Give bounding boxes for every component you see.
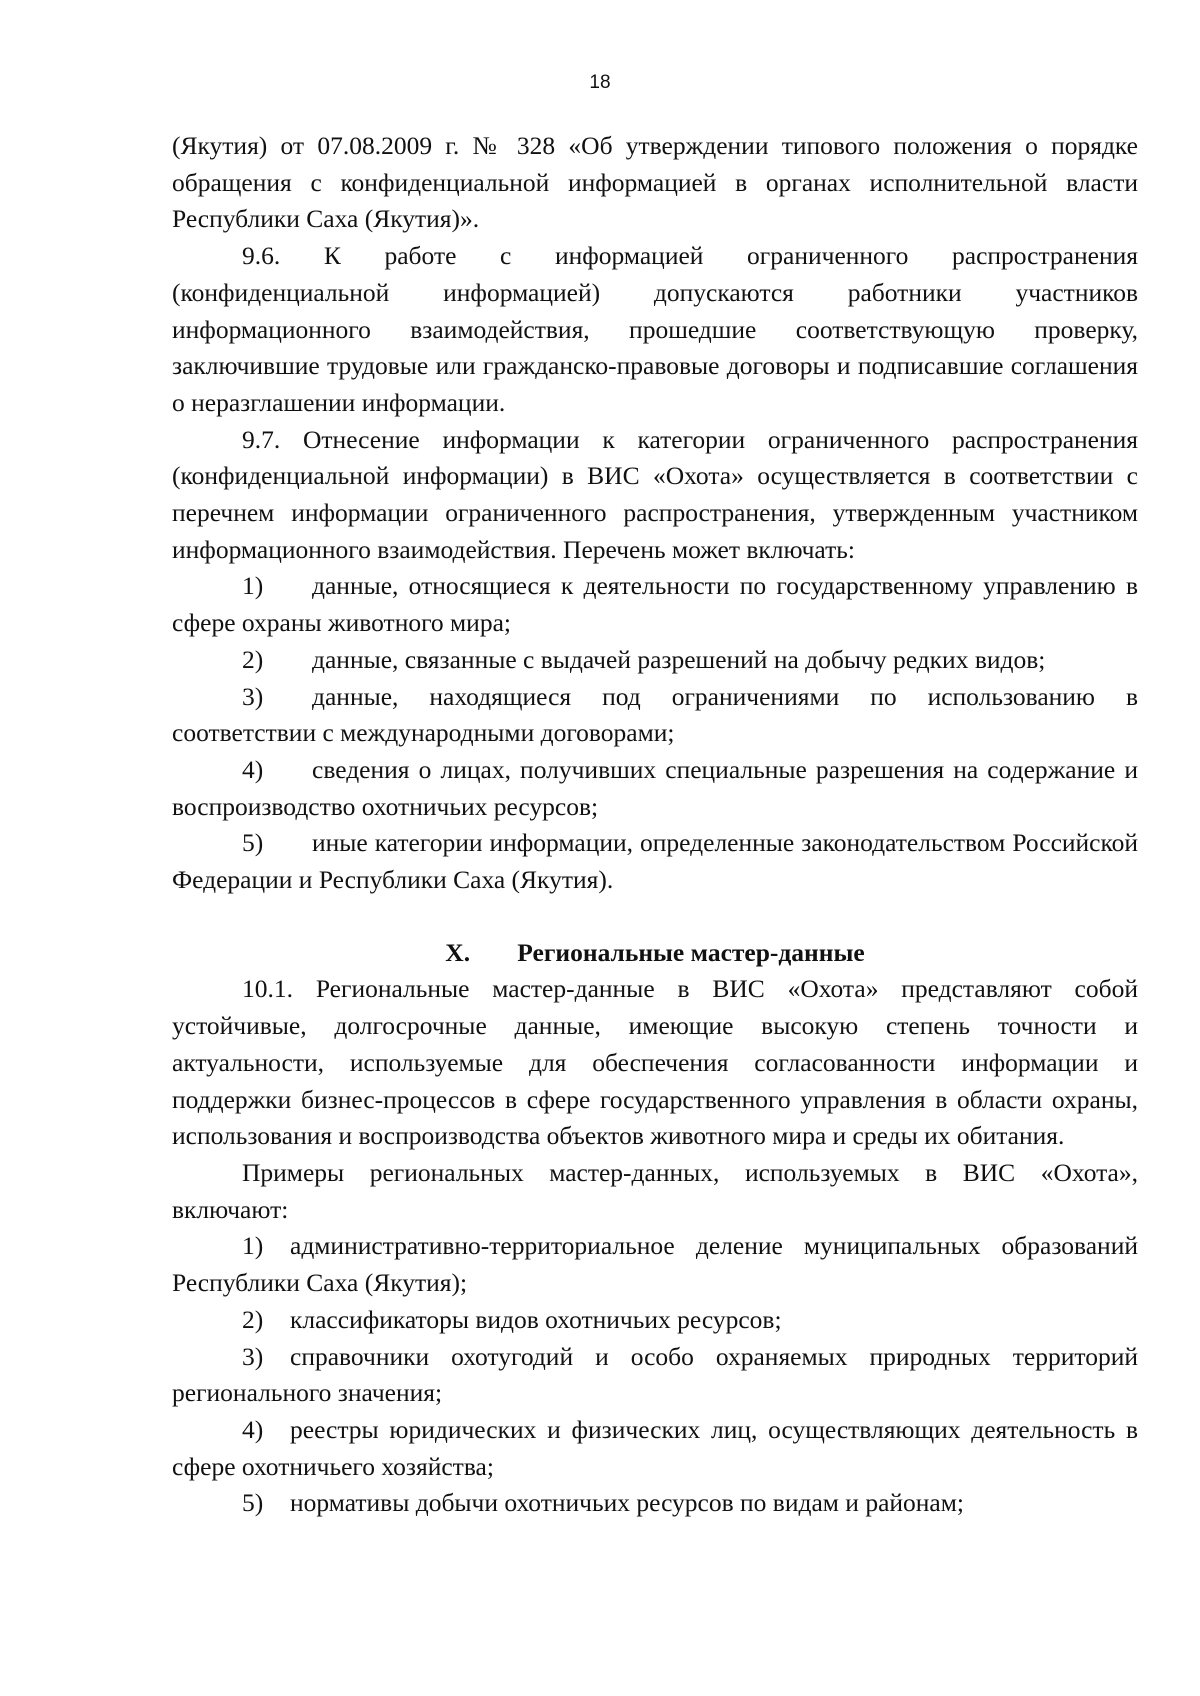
list-item-number: 2)	[242, 1304, 264, 1334]
list-item-number: 4)	[242, 1414, 264, 1444]
section-number: X.	[445, 937, 471, 967]
intro-paragraph: (Якутия) от 07.08.2009 г. № 328 «Об утверждении типового положения о порядке обращения с конфиденциальной информацией в органах исполнительной власти Республики Саха (Якутия)».	[172, 131, 1138, 234]
list-item-number: 5)	[242, 828, 264, 858]
list-item	[172, 642, 1138, 679]
list-item-text: справочники охотугодий и особо охраняемых природных территорий регионального значения;	[172, 1341, 1138, 1408]
list-item-text: данные, находящиеся под ограничениями по использованию в соответствии с международными договорами;	[172, 681, 1138, 748]
list-item	[172, 1302, 1138, 1339]
list-item	[172, 1339, 1138, 1412]
list-item-number: 1)	[242, 571, 264, 601]
list-item	[172, 1412, 1138, 1485]
list-item-number: 1)	[242, 1231, 264, 1261]
list-item-text: административно-территориальное деление муниципальных образований Республики Саха (Якутия);	[172, 1231, 1138, 1298]
list-item	[172, 568, 1138, 641]
list-item-number: 2)	[242, 644, 264, 674]
list-item	[172, 825, 1138, 898]
list-item-number: 3)	[242, 1341, 264, 1371]
paragraph-9-6: 9.6. К работе с информацией ограниченного распространения (конфиденциальной информацией) допускаются работники участников информационного взаимодействия, прошедшие соответствующую проверку, заключившие трудовые или гражданско-правовые договоры и подписавшие соглашения о неразглашении информации.	[172, 241, 1138, 417]
paragraph-10-1: 10.1. Региональные мастер-данные в ВИС «Охота» представляют собой устойчивые, долгосрочные данные, имеющие высокую степень точности и актуальности, используемые для обеспечения согласованности информации и поддержки бизнес-процессов в сфере государственного управления в области охраны, использования и воспроизводства объектов животного мира и среды их обитания.	[172, 974, 1138, 1151]
document-body	[172, 128, 1138, 1522]
section-title: Региональные мастер-данные	[517, 937, 865, 967]
list-item	[172, 1228, 1138, 1301]
list-item-number: 4)	[242, 754, 264, 784]
list-item-text: иные категории информации, определенные законодательством Российской Федерации и Республики Саха (Якутия).	[172, 828, 1138, 895]
examples-intro: Примеры региональных мастер-данных, используемых в ВИС «Охота», включают:	[172, 1157, 1138, 1224]
list-item-number: 3)	[242, 681, 264, 711]
list-item	[172, 1485, 1138, 1522]
list-item	[172, 679, 1138, 752]
paragraph-9-7: 9.7. Отнесение информации к категории ограниченного распространения (конфиденциальной информации) в ВИС «Охота» осуществляется в соответствии с перечнем информации ограниченного распространения, утвержденным участником информационного взаимодействия. Перечень может включать:	[172, 424, 1138, 564]
list-item	[172, 752, 1138, 825]
list-item-text: нормативы добычи охотничьих ресурсов по видам и районам;	[290, 1488, 964, 1518]
list-item-text: классификаторы видов охотничьих ресурсов;	[290, 1304, 782, 1334]
list-item-text: сведения о лицах, получивших специальные разрешения на содержание и воспроизводство охотничьих ресурсов;	[172, 754, 1138, 821]
list-item-text: реестры юридических и физических лиц, осуществляющих деятельность в сфере охотничьего хозяйства;	[172, 1414, 1138, 1481]
list-item-text: данные, связанные с выдачей разрешений на добычу редких видов;	[312, 644, 1046, 674]
section-heading	[172, 935, 1138, 972]
list-item-number: 5)	[242, 1488, 264, 1518]
list-item-text: данные, относящиеся к деятельности по государственному управлению в сфере охраны животного мира;	[172, 571, 1138, 638]
page-number: 18	[589, 72, 611, 93]
